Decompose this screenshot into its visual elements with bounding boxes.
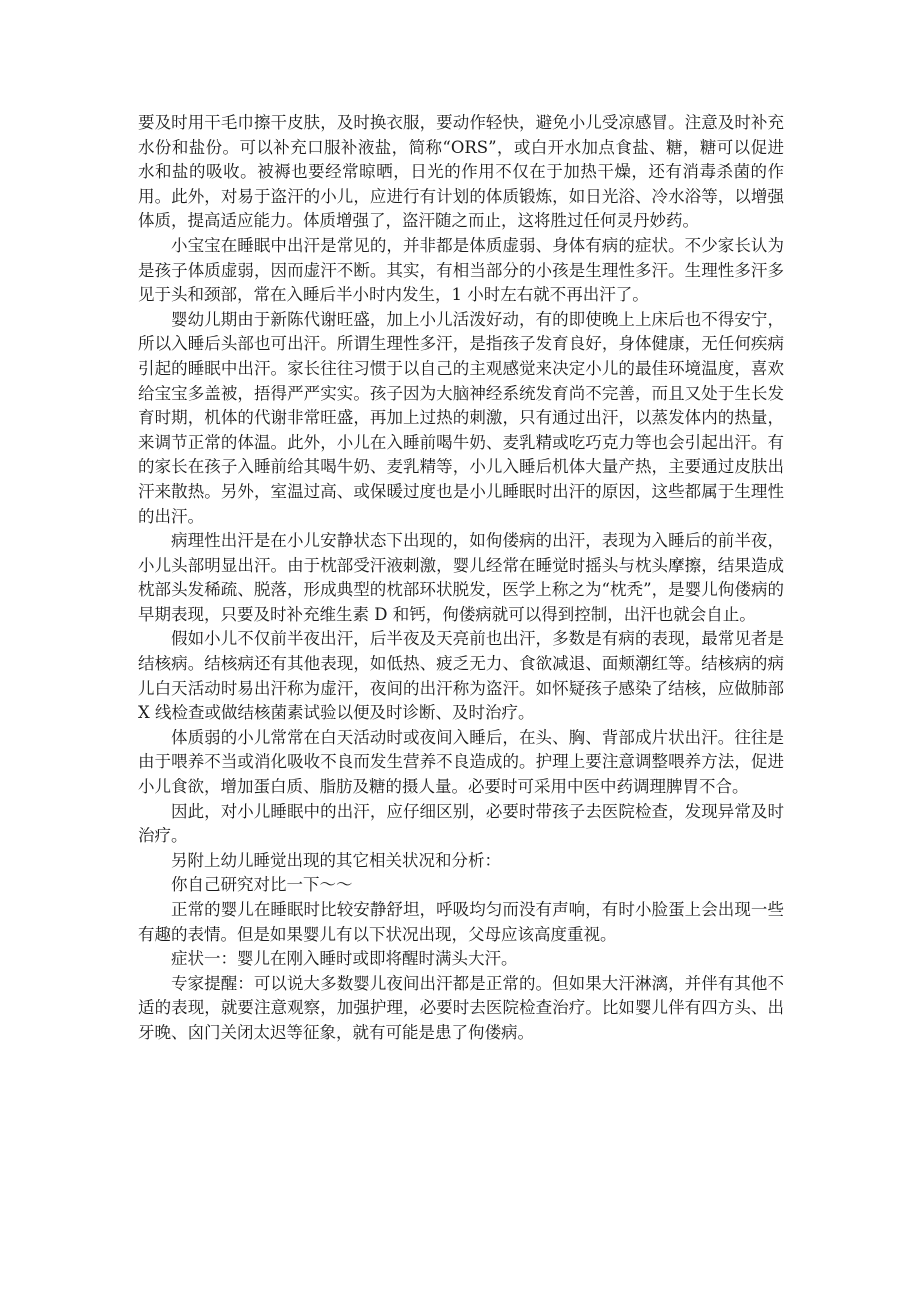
paragraph-12: 专家提醒：可以说大多数婴儿夜间出汗都是正常的。但如果大汗淋漓，并伴有其他不适的表现，就要注意观察，加强护理，必要时去医院检查治疗。比如婴儿伴有四方头、出牙晚、囟门关闭太迟等征象，就有可能是患了佝偻病。 bbox=[138, 973, 784, 1042]
paragraph-10: 正常的婴儿在睡眠时比较安静舒坦，呼吸均匀而没有声响，有时小脸蛋上会出现一些有趣的表情。但是如果婴儿有以下状况出现，父母应该高度重视。 bbox=[138, 900, 784, 944]
paragraph-3: 婴幼儿期由于新陈代谢旺盛，加上小儿活泼好动，有的即使晚上上床后也不得安宁，所以入睡后头部也可出汗。所谓生理性多汗，是指孩子发育良好，身体健康，无任何疾病引起的睡眠中出汗。家长往往习惯于以自己的主观感觉来决定小儿的最佳环境温度，喜欢给宝宝多盖被，捂得严严实实。孩子因为大脑神经系统发育尚不完善，而且又处于生长发育时期，机体的代谢非常旺盛，再加上过热的刺激，只有通过出汗，以蒸发体内的热量，来调节正常的体温。此外，小儿在入睡前喝牛奶、麦乳精或吃巧克力等也会引起出汗。有的家长在孩子入睡前给其喝牛奶、麦乳精等，小儿入睡后机体大量产热，主要通过皮肤出汗来散热。另外，室温过高、或保暖过度也是小儿睡眠时出汗的原因，这些都属于生理性的出汗。 bbox=[138, 309, 784, 526]
paragraph-4: 病理性出汗是在小儿安静状态下出现的，如佝偻病的出汗，表现为入睡后的前半夜，小儿头部明显出汗。由于枕部受汗液刺激，婴儿经常在睡觉时摇头与枕头摩擦，结果造成枕部头发稀疏、脱落，形成典型的枕部环状脱发，医学上称之为“枕秃”，是婴儿佝偻病的早期表现，只要及时补充维生素 D 和钙，佝偻病就可以得到控制，出汗也就会自止。 bbox=[138, 531, 784, 624]
paragraph-7: 因此，对小儿睡眠中的出汗，应仔细区别，必要时带孩子去医院检查，发现异常及时治疗。 bbox=[138, 801, 784, 846]
paragraph-6: 体质弱的小儿常常在白天活动时或夜间入睡后，在头、胸、背部成片状出汗。往往是由于喂养不当或消化吸收不良而发生营养不良造成的。护理上要注意调整喂养方法，促进小儿食欲，增加蛋白质、脂肪及糖的摄人量。必要时可采用中医中药调理脾胃不合。 bbox=[138, 727, 784, 797]
document-page bbox=[138, 111, 784, 1046]
paragraph-11: 症状一：婴儿在刚入睡时或即将醒时满头大汗。 bbox=[171, 949, 518, 969]
paragraph-1: 要及时用干毛巾擦干皮肤，及时换衣服，要动作轻快，避免小儿受凉感冒。注意及时补充水份和盐份。可以补充口服补液盐，简称“ORS”，或白开水加点食盐、糖，糖可以促进水和盐的吸收。被褥也要经常晾晒，日光的作用不仅在于加热干燥，还有消毒杀菌的作用。此外，对易于盗汗的小儿，应进行有计划的体质锻炼，如日光浴、冷水浴等，以增强体质，提高适应能力。体质增强了，盗汗随之而止，这将胜过任何灵丹妙药。 bbox=[138, 113, 784, 231]
paragraph-5: 假如小儿不仅前半夜出汗，后半夜及天亮前也出汗，多数是有病的表现，最常见者是结核病。结核病还有其他表现，如低热、疲乏无力、食欲减退、面颊潮红等。结核病的病儿白天活动时易出汗称为虚汗，夜间的出汗称为盗汗。如怀疑孩子感染了结核，应做肺部 X 线检查或做结核菌素试验以便及时诊断、及时治疗。 bbox=[138, 629, 784, 723]
paragraph-8: 另附上幼儿睡觉出现的其它相关状况和分析： bbox=[171, 850, 501, 870]
paragraph-9: 你自己研究对比一下～～ bbox=[171, 875, 353, 895]
paragraph-2: 小宝宝在睡眠中出汗是常见的，并非都是体质虚弱、身体有病的症状。不少家长认为是孩子体质虚弱，因而虚汗不断。其实，有相当部分的小孩是生理性多汗。生理性多汗多见于头和颈部，常在入睡后半小时内发生，1 小时左右就不再出汗了。 bbox=[138, 235, 784, 305]
